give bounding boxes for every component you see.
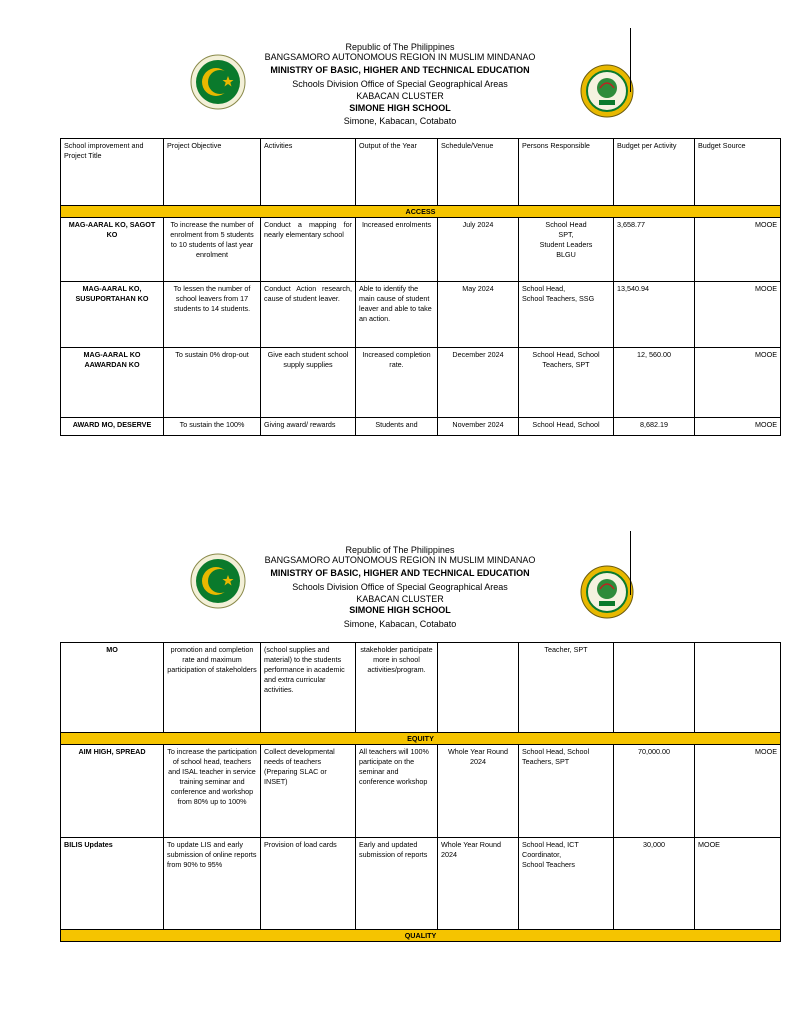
- header-republic: Republic of The Philippines: [345, 42, 455, 52]
- section-bar-equity: [61, 733, 781, 745]
- project-title: MAG-AARAL KO AAWARDAN KO: [61, 348, 164, 418]
- page2-plan-table: [60, 642, 781, 942]
- page1-margin-line: [630, 28, 631, 92]
- project-objective: To sustain the 100%: [164, 418, 261, 436]
- persons-responsible: School Head, School Teachers, SPT: [519, 348, 614, 418]
- page2-margin-line: [630, 531, 631, 595]
- column-header: School improvement and Project Title: [61, 139, 164, 206]
- header-address: Simone, Kabacan, Cotabato: [343, 116, 457, 126]
- table-header-row: [61, 139, 781, 206]
- budget-per-activity: 70,000.00: [614, 745, 695, 838]
- budget-per-activity: 13,540.94: [614, 282, 695, 348]
- project-schedule: Whole Year Round 2024: [438, 745, 519, 838]
- project-title: AIM HIGH, SPREAD: [61, 745, 164, 838]
- table-row: [61, 282, 781, 348]
- header-ministry: MINISTRY OF BASIC, HIGHER AND TECHNICAL EDUCATION: [270, 568, 530, 578]
- column-header: Output of the Year: [356, 139, 438, 206]
- section-label: ACCESS: [61, 206, 781, 218]
- column-header: Budget Source: [695, 139, 781, 206]
- header-barmm: BANGSAMORO AUTONOMOUS REGION IN MUSLIM MINDANAO: [264, 555, 536, 565]
- section-label: QUALITY: [61, 930, 781, 942]
- table-row: [61, 348, 781, 418]
- project-objective: promotion and completion rate and maximum participation of stakeholders: [164, 643, 261, 733]
- project-schedule: Whole Year Round 2024: [438, 838, 519, 930]
- project-objective: To increase the number of enrolment from 5 students to 10 students of last year enrolment: [164, 218, 261, 282]
- table-row: [61, 745, 781, 838]
- budget-source: MOOE: [695, 282, 781, 348]
- project-output: Early and updated submission of reports: [356, 838, 438, 930]
- table-row: [61, 418, 781, 436]
- project-schedule: May 2024: [438, 282, 519, 348]
- project-activities: (school supplies and material) to the students performance in academic and extra curricular activities.: [261, 643, 356, 733]
- table-row: [61, 838, 781, 930]
- project-objective: To sustain 0% drop-out: [164, 348, 261, 418]
- persons-responsible: Teacher, SPT: [519, 643, 614, 733]
- project-activities: Giving award/ rewards: [261, 418, 356, 436]
- header-barmm: BANGSAMORO AUTONOMOUS REGION IN MUSLIM MINDANAO: [264, 52, 536, 62]
- header-ministry: MINISTRY OF BASIC, HIGHER AND TECHNICAL EDUCATION: [270, 65, 530, 75]
- project-schedule: July 2024: [438, 218, 519, 282]
- table-row: [61, 218, 781, 282]
- project-title: MO: [61, 643, 164, 733]
- project-output: Increased enrolments: [356, 218, 438, 282]
- header-cluster: KABACAN CLUSTER: [356, 91, 444, 101]
- project-output: Students and: [356, 418, 438, 436]
- project-output: Able to identify the main cause of student leaver and able to take an action.: [356, 282, 438, 348]
- column-header: Persons Responsible: [519, 139, 614, 206]
- project-objective: To lessen the number of school leavers from 17 students to 14 students.: [164, 282, 261, 348]
- project-title: AWARD MO, DESERVE: [61, 418, 164, 436]
- header-cluster: KABACAN CLUSTER: [356, 594, 444, 604]
- project-schedule: November 2024: [438, 418, 519, 436]
- project-output: Increased completion rate.: [356, 348, 438, 418]
- header-school: SIMONE HIGH SCHOOL: [349, 103, 451, 113]
- persons-responsible: School Head, ICT Coordinator, School Teachers: [519, 838, 614, 930]
- column-header: Budget per Activity: [614, 139, 695, 206]
- project-schedule: December 2024: [438, 348, 519, 418]
- header-address: Simone, Kabacan, Cotabato: [343, 619, 457, 629]
- persons-responsible: School Head, School Teachers, SSG: [519, 282, 614, 348]
- project-activities: Collect developmental needs of teachers (Preparing SLAC or INSET): [261, 745, 356, 838]
- budget-per-activity: 3,658.77: [614, 218, 695, 282]
- column-header: Project Objective: [164, 139, 261, 206]
- persons-responsible: School Head, School: [519, 418, 614, 436]
- column-header: Schedule/Venue: [438, 139, 519, 206]
- budget-source: MOOE: [695, 218, 781, 282]
- column-header: Activities: [261, 139, 356, 206]
- school-seal-icon: [580, 64, 634, 118]
- persons-responsible: School Head SPT, Student Leaders BLGU: [519, 218, 614, 282]
- project-output: stakeholder participate more in school activities/program.: [356, 643, 438, 733]
- project-title: BILIS Updates: [61, 838, 164, 930]
- header-division: Schools Division Office of Special Geographical Areas: [292, 79, 508, 89]
- budget-source: MOOE: [695, 348, 781, 418]
- persons-responsible: School Head, School Teachers, SPT: [519, 745, 614, 838]
- section-bar-quality: [61, 930, 781, 942]
- school-seal-icon: [580, 565, 634, 619]
- project-title: MAG-AARAL KO, SUSUPORTAHAN KO: [61, 282, 164, 348]
- project-activities: Provision of load cards: [261, 838, 356, 930]
- project-activities: Conduct a mapping for nearly elementary school: [261, 218, 356, 282]
- budget-per-activity: 8,682.19: [614, 418, 695, 436]
- header-division: Schools Division Office of Special Geographical Areas: [292, 582, 508, 592]
- budget-source: MOOE: [695, 745, 781, 838]
- project-title: MAG-AARAL KO, SAGOT KO: [61, 218, 164, 282]
- budget-source: MOOE: [695, 838, 781, 930]
- section-label: EQUITY: [61, 733, 781, 745]
- project-activities: Conduct Action research, cause of student leaver.: [261, 282, 356, 348]
- budget-per-activity: 30,000: [614, 838, 695, 930]
- section-bar-access: [61, 206, 781, 218]
- header-school: SIMONE HIGH SCHOOL: [349, 605, 451, 615]
- budget-per-activity: 12, 560.00: [614, 348, 695, 418]
- budget-source: MOOE: [695, 418, 781, 436]
- project-output: All teachers will 100% participate on the seminar and conference workshop: [356, 745, 438, 838]
- header-republic: Republic of The Philippines: [345, 545, 455, 555]
- budget-source: [695, 643, 781, 733]
- table-row: [61, 643, 781, 733]
- project-activities: Give each student school supply supplies: [261, 348, 356, 418]
- budget-per-activity: [614, 643, 695, 733]
- page1-plan-table: [60, 138, 781, 436]
- project-objective: To increase the participation of school head, teachers and ISAL teacher in service training seminar and conference and workshop from 80% up to 100%: [164, 745, 261, 838]
- project-objective: To update LIS and early submission of online reports from 90% to 95%: [164, 838, 261, 930]
- project-schedule: [438, 643, 519, 733]
